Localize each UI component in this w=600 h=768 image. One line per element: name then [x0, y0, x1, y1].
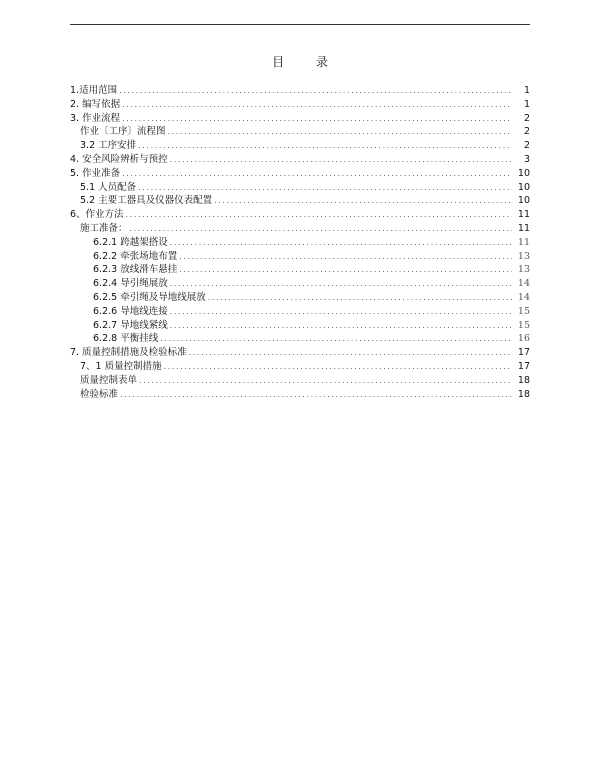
toc-entry-page: 14 — [517, 278, 530, 290]
toc-entry[interactable] — [70, 291, 530, 305]
toc-entry-label: 6.2.3 放线滑车悬挂 — [93, 264, 178, 276]
toc-entry-page: 16 — [517, 333, 530, 345]
toc-entry-page: 15 — [517, 305, 530, 317]
toc-entry[interactable] — [70, 98, 530, 112]
toc-entry[interactable] — [70, 360, 530, 374]
toc-entry-label: 施工准备： — [80, 222, 128, 234]
toc-entry-label: 6.2.5 牵引绳及导地线展放 — [93, 291, 206, 303]
toc-entry[interactable] — [70, 181, 530, 195]
toc-entry[interactable] — [70, 208, 530, 222]
toc-entry-label: 质量控制表单 — [80, 374, 138, 386]
toc-entry-page: 18 — [517, 374, 530, 386]
toc-entry[interactable] — [70, 112, 530, 126]
toc-entry-label: 4. 安全风险辨析与预控 — [70, 153, 168, 165]
dot-leader — [189, 346, 512, 360]
toc-entry-label: 6.2.4 导引绳展放 — [93, 278, 168, 290]
toc-entry-page: 17 — [517, 360, 530, 372]
toc-entry-label: 7. 质量控制措施及检验标准 — [70, 347, 187, 359]
dot-leader — [170, 236, 512, 250]
dot-leader — [122, 167, 512, 181]
dot-leader — [138, 139, 512, 153]
header-rule — [70, 24, 530, 25]
toc-entry-page: 2 — [523, 140, 530, 152]
toc-entry-page: 1 — [523, 98, 530, 110]
dot-leader — [214, 194, 512, 208]
toc-entry-label: 检验标准 — [80, 388, 119, 400]
toc-entry-page: 13 — [517, 264, 530, 276]
toc-entry-page: 10 — [517, 195, 530, 207]
toc-entry-page: 2 — [523, 112, 530, 124]
toc-entry-page: 11 — [517, 222, 530, 234]
toc-entry[interactable] — [70, 332, 530, 346]
toc-entry-label: 2. 编写依据 — [70, 98, 121, 110]
toc-entry-page: 1 — [523, 85, 530, 96]
toc-entry[interactable] — [70, 374, 530, 388]
dot-leader — [170, 319, 512, 333]
toc-entry-label: 5.1 人员配备 — [80, 181, 137, 193]
toc-entry[interactable] — [70, 153, 530, 167]
dot-leader — [168, 125, 512, 139]
dot-leader — [160, 332, 512, 346]
toc-entry-page: 10 — [517, 181, 530, 193]
dot-leader — [130, 222, 512, 236]
toc-entry-label: 作业〔工序〕流程图 — [80, 126, 166, 138]
dot-leader — [122, 98, 512, 112]
dot-leader — [139, 374, 512, 388]
toc-entry-page: 11 — [517, 209, 530, 221]
toc-entry-label: 1.适用范围 — [70, 85, 118, 96]
toc-title: 目 录 — [272, 55, 342, 69]
toc-entry[interactable] — [70, 222, 530, 236]
dot-leader — [179, 250, 512, 264]
dot-leader — [208, 291, 512, 305]
toc-entry-label: 6.2.7 导地线紧线 — [93, 319, 168, 331]
toc-entry[interactable] — [70, 250, 530, 264]
toc-entry[interactable] — [70, 346, 530, 360]
toc-entry-page: 15 — [517, 319, 530, 331]
dot-leader — [179, 263, 512, 277]
toc-entry[interactable] — [70, 139, 530, 153]
toc-entry[interactable] — [70, 319, 530, 333]
toc-entry-page: 11 — [517, 236, 530, 248]
dot-leader — [120, 388, 512, 402]
dot-leader — [170, 277, 512, 291]
toc-entry-label: 5. 作业准备 — [70, 167, 121, 179]
dot-leader — [122, 112, 512, 126]
toc-entry-label: 6.2.2 牵张场地布置 — [93, 250, 178, 262]
toc-entry-label: 5.2 主要工器具及仪器仪表配置 — [80, 195, 213, 207]
dot-leader — [170, 153, 512, 167]
toc-entry-page: 2 — [523, 126, 530, 138]
toc-entry-page: 17 — [517, 347, 530, 359]
dot-leader — [119, 84, 512, 98]
toc-entry[interactable] — [70, 277, 530, 291]
toc-entry-label: 6、作业方法 — [70, 209, 124, 221]
dot-leader — [126, 208, 512, 222]
toc-entry-page: 13 — [517, 250, 530, 262]
toc-entry-label: 6.2.1 跨越架搭设 — [93, 236, 168, 248]
toc-entry[interactable] — [70, 194, 530, 208]
dot-leader — [138, 181, 512, 195]
toc-entry-page: 10 — [517, 167, 530, 179]
toc-entry[interactable] — [70, 236, 530, 250]
toc-entry[interactable] — [70, 388, 530, 402]
toc-entry[interactable] — [70, 167, 530, 181]
toc-entry-label: 3. 作业流程 — [70, 112, 121, 124]
toc-entry-label: 6.2.8 平衡挂线 — [93, 333, 159, 345]
toc-entry[interactable] — [70, 125, 530, 139]
toc-entry[interactable] — [70, 305, 530, 319]
toc-entry[interactable] — [70, 84, 530, 98]
dot-leader — [170, 305, 512, 319]
toc-entry-page: 3 — [523, 153, 530, 165]
dot-leader — [164, 360, 512, 374]
toc-entry-page: 18 — [517, 388, 530, 400]
toc-entry[interactable] — [70, 263, 530, 277]
toc-entry-label: 7、1 质量控制措施 — [80, 360, 162, 372]
toc-entry-label: 3.2 工序安排 — [80, 140, 137, 152]
toc-entry-label: 6.2.6 导地线连接 — [93, 305, 168, 317]
toc-list — [70, 84, 530, 401]
toc-entry-page: 14 — [517, 291, 530, 303]
